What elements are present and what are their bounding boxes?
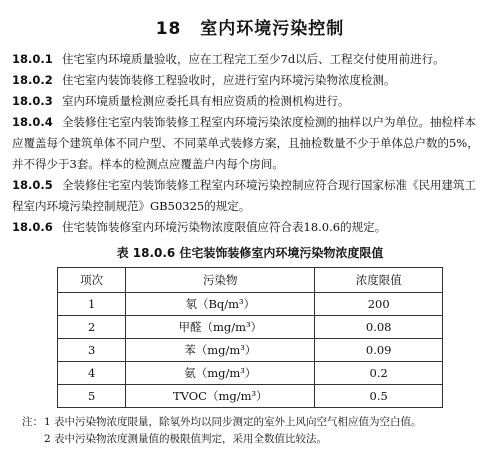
clause — [12, 91, 488, 112]
pollutant-cell: TVOC（mg/m³） — [126, 385, 315, 408]
notes-label: 注： — [22, 416, 43, 428]
pollutant-cell: 甲醛（mg/m³） — [126, 316, 315, 339]
row-number: 5 — [58, 385, 126, 408]
limits-table — [57, 267, 443, 408]
clause — [12, 175, 488, 217]
limit-cell: 0.5 — [315, 385, 443, 408]
clause — [12, 112, 488, 175]
note-line — [22, 431, 488, 448]
note-text: 2 表中污染物浓度测量值的极限值判定，采用全数值比较法。 — [44, 433, 328, 445]
header-cell: 项次 — [58, 268, 126, 293]
limit-cell: 0.08 — [315, 316, 443, 339]
clause-number: 18.0.4 — [12, 115, 53, 129]
header-cell: 污染物 — [126, 268, 315, 293]
clause-text: 住宅装饰装修室内环境污染物浓度限值应符合表18.0.6的规定。 — [62, 220, 387, 234]
clause — [12, 217, 488, 238]
clause-text-line: 全装修住宅室内装饰装修工程室内环境污染浓度检测的抽样以户为单位。抽检样本 — [62, 115, 476, 129]
pollutant-cell: 氨（mg/m³） — [126, 362, 315, 385]
clause-number: 18.0.2 — [12, 73, 53, 87]
clause — [12, 70, 488, 91]
header-cell: 浓度限值 — [315, 268, 443, 293]
clause-number: 18.0.5 — [12, 178, 53, 192]
table-row — [58, 362, 443, 385]
limit-cell: 200 — [315, 293, 443, 316]
row-number: 2 — [58, 316, 126, 339]
limit-cell: 0.09 — [315, 339, 443, 362]
row-number: 4 — [58, 362, 126, 385]
clause-number: 18.0.3 — [12, 94, 53, 108]
clause-text: 住宅室内环境质量验收，应在工程完工至少7d以后、工程交付使用前进行。 — [62, 52, 445, 66]
clause-number: 18.0.6 — [12, 220, 53, 234]
table-caption: 表 18.0.6 住宅装饰装修室内环境污染物浓度限值 — [116, 246, 384, 260]
note-text: 1 表中污染物浓度限量，除氡外均以同步测定的室外上风向空气相应值为空白值。 — [44, 416, 422, 428]
pollutant-cell: 苯（mg/m³） — [126, 339, 315, 362]
clause-text-line: 程室内环境污染控制规范》GB50325的规定。 — [12, 199, 251, 213]
table-row — [58, 385, 443, 408]
note-line — [22, 414, 488, 431]
clause-text: 室内环境质量检测应委托具有相应资质的检测机构进行。 — [62, 94, 350, 108]
clause-text-line: 并不得少于3套。样本的检测点应覆盖户内每个房间。 — [12, 157, 284, 171]
section-number: 18 — [155, 19, 182, 39]
section-title-text: 室内环境污染控制 — [200, 19, 345, 39]
clause-text-line: 全装修住宅室内装饰装修工程室内环境污染控制应符合现行国家标准《民用建筑工 — [62, 178, 476, 192]
clause — [12, 49, 488, 70]
clause-text: 住宅室内装饰装修工程验收时，应进行室内环境污染物浓度检测。 — [62, 73, 396, 87]
table-row — [58, 339, 443, 362]
table-header-row — [58, 268, 443, 293]
table-notes — [22, 414, 488, 448]
clause-text-line: 应覆盖每个建筑单体不同户型、不同菜单式装修方案，且抽检数量不少于单体总户数的5%， — [12, 136, 479, 150]
clause-number: 18.0.1 — [12, 52, 53, 66]
limit-cell: 0.2 — [315, 362, 443, 385]
table-row — [58, 293, 443, 316]
row-number: 3 — [58, 339, 126, 362]
row-number: 1 — [58, 293, 126, 316]
pollutant-cell: 氡（Bq/m³） — [126, 293, 315, 316]
table-row — [58, 316, 443, 339]
section-title — [12, 14, 488, 39]
